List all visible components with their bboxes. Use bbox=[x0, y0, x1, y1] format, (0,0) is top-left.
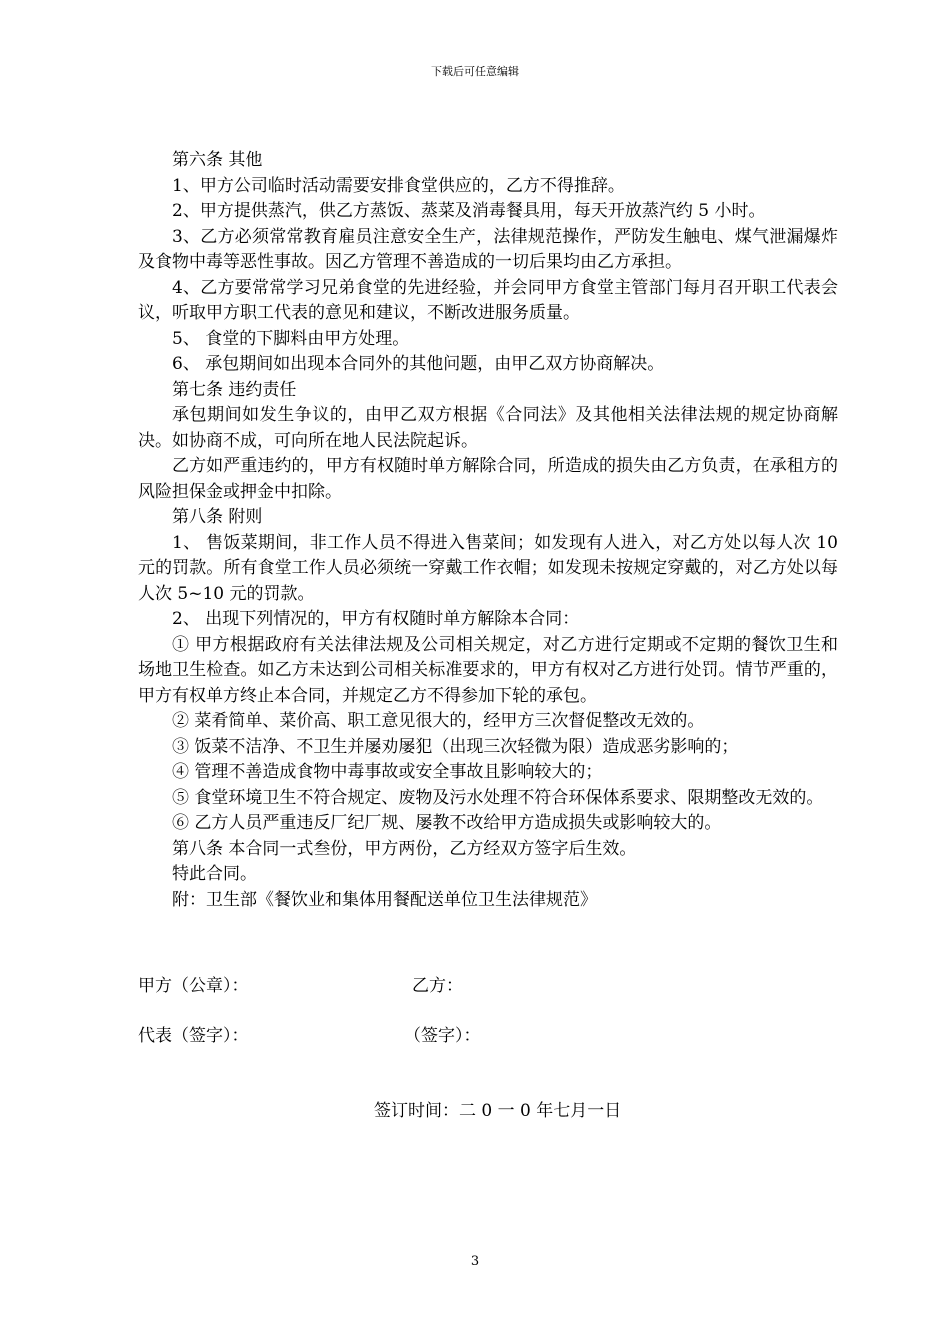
page-number: 3 bbox=[470, 1254, 480, 1269]
contract-body bbox=[138, 148, 838, 913]
sign-date: 签订时间：二 0 一 0 年七月一日 bbox=[374, 1101, 622, 1121]
header-note: 下载后可任意编辑 bbox=[431, 65, 519, 78]
rep-a-label: 代表（签字）： bbox=[138, 1026, 249, 1046]
article-8-item-1: 1、 售饭菜期间，非工作人员不得进入售菜间；如发现有人进入，对乙方处以每人次 10 元的罚款。所有食堂工作人员必须统一穿戴工作衣帽；如发现未按规定穿戴的，对乙方处以每人次 5~10 元的罚款。 bbox=[138, 532, 838, 604]
article-6-item-5: 5、 食堂的下脚料由甲方处理。 bbox=[172, 328, 410, 349]
article-7-para-1: 承包期间如发生争议的，由甲乙双方根据《合同法》及其他相关法律法规的规定协商解决。如协商不成，可向所在地人民法院起诉。 bbox=[138, 405, 838, 451]
article-7-heading: 第七条 违约责任 bbox=[172, 379, 297, 400]
article-6-item-1: 1、甲方公司临时活动需要安排食堂供应的，乙方不得推辞。 bbox=[172, 175, 625, 196]
article-6-item-2: 2、甲方提供蒸汽，供乙方蒸饭、蒸菜及消毒餐具用，每天开放蒸汽约 5 小时。 bbox=[172, 201, 766, 221]
article-8-sub-4: ④ 管理不善造成食物中毒事故或安全事故且影响较大的； bbox=[172, 762, 603, 782]
article-8-sub-6: ⑥ 乙方人员严重违反厂纪厂规、屡教不改给甲方造成损失或影响较大的。 bbox=[172, 813, 722, 833]
closing-statement: 特此合同。 bbox=[172, 864, 257, 884]
article-8-item-2: 2、 出现下列情况的，甲方有权随时单方解除本合同： bbox=[172, 609, 580, 629]
article-6-item-4: 4、乙方要常常学习兄弟食堂的先进经验，并会同甲方食堂主管部门每月召开职工代表会议，听取甲方职工代表的意见和建议，不断改进服务质量。 bbox=[138, 277, 838, 323]
article-6-item-6: 6、 承包期间如出现本合同外的其他问题，由甲乙双方协商解决。 bbox=[172, 354, 665, 374]
article-8-copies: 第八条 本合同一式叁份，甲方两份，乙方经双方签字后生效。 bbox=[172, 838, 637, 859]
article-8-sub-5: ⑤ 食堂环境卫生不符合规定、废物及污水处理不符合环保体系要求、限期整改无效的。 bbox=[172, 787, 824, 808]
article-6-heading: 第六条 其他 bbox=[172, 150, 263, 170]
article-6-item-3: 3、乙方必须常常教育雇员注意安全生产，法律规范操作，严防发生触电、煤气泄漏爆炸及食物中毒等恶性事故。因乙方管理不善造成的一切后果均由乙方承担。 bbox=[138, 226, 838, 272]
article-8-sub-3: ③ 饭菜不洁净、不卫生并屡劝屡犯（出现三次轻微为限）造成恶劣影响的； bbox=[172, 736, 739, 757]
article-8-heading: 第八条 附则 bbox=[172, 507, 263, 527]
article-8-sub-1: ① 甲方根据政府有关法律法规及公司相关规定，对乙方进行定期或不定期的餐饮卫生和场地卫生检查。如乙方未达到公司相关标准要求的，甲方有权对乙方进行处罚。情节严重的，甲方有权单方终止本合同，并规定乙方不得参加下轮的承包。 bbox=[138, 634, 838, 706]
article-7-para-2: 乙方如严重违约的，甲方有权随时单方解除合同，所造成的损失由乙方负责，在承租方的风险担保金或押金中扣除。 bbox=[138, 456, 838, 502]
attachment-note: 附：卫生部《餐饮业和集体用餐配送单位卫生法律规范》 bbox=[172, 889, 597, 910]
rep-b-label: （签字）： bbox=[404, 1026, 481, 1046]
party-a-label: 甲方（公章）： bbox=[138, 976, 249, 996]
party-b-label: 乙方： bbox=[412, 976, 463, 996]
article-8-sub-2: ② 菜肴简单、菜价高、职工意见很大的，经甲方三次督促整改无效的。 bbox=[172, 711, 705, 731]
